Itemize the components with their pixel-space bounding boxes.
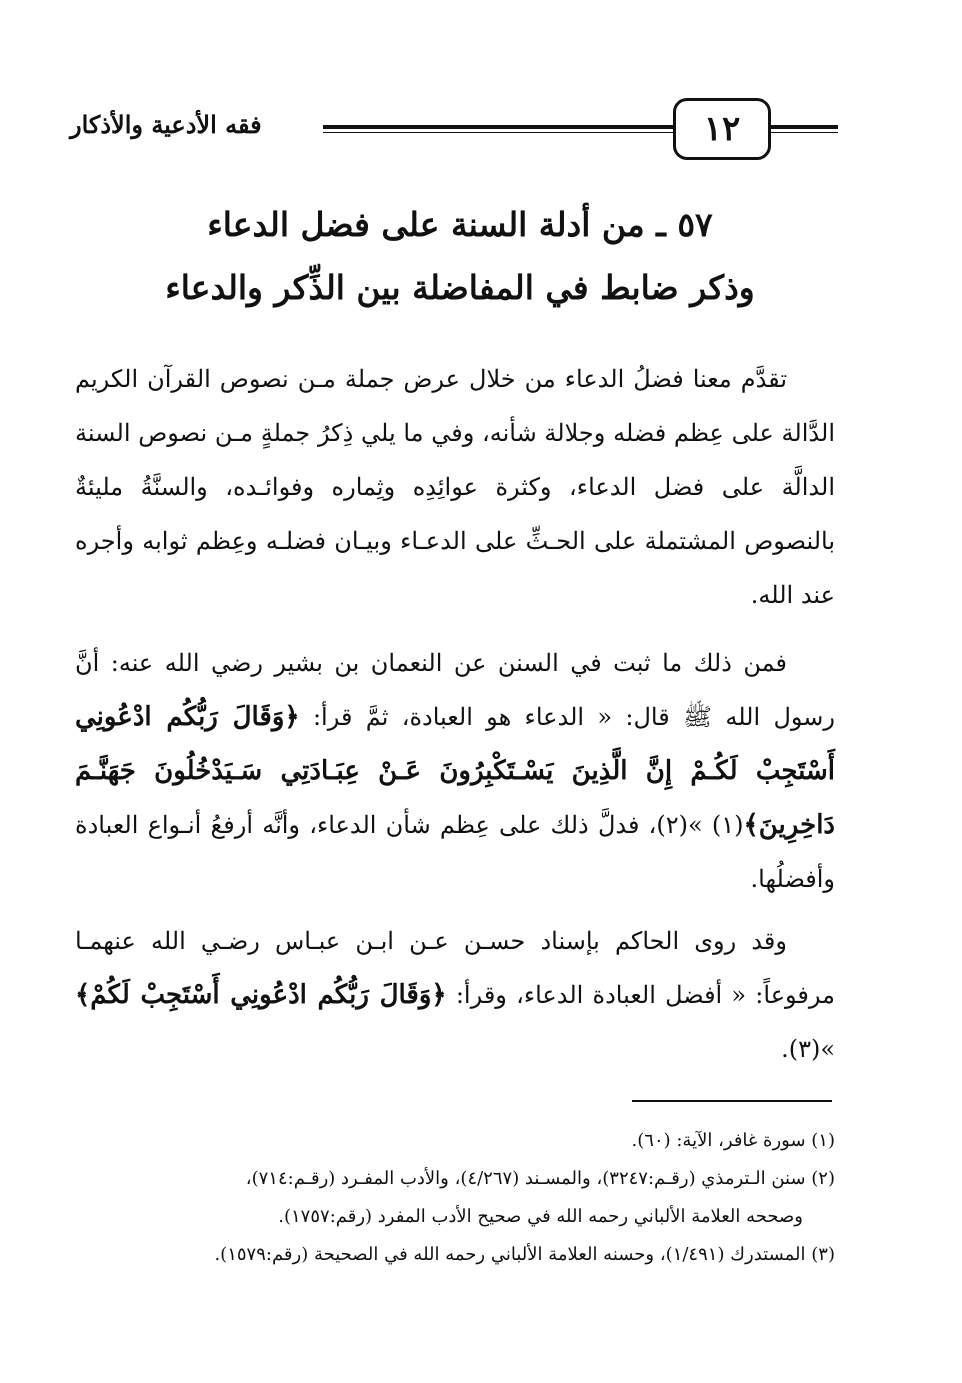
header-rule-right-thin xyxy=(768,132,838,133)
section-title-line1: ٥٧ ـ من أدلة السنة على فضل الدعاء xyxy=(207,205,713,244)
paragraph-3-text-b: »(٣). xyxy=(781,1035,835,1063)
book-title: فقه الأدعية والأذكار xyxy=(70,110,262,139)
footnote-1: (١) سورة غافر، الآية: (٦٠). xyxy=(631,1130,835,1151)
paragraph-2-text-b: (١) »(٢)، فدلَّ ذلك على عِظم شأن الدعاء، وأنَّه أرفعُ أنـواع العبادة وأفضلُها. xyxy=(75,811,835,893)
page-header xyxy=(70,98,840,156)
footnotes xyxy=(75,1122,835,1274)
footnote-2: (٢) سنن الـترمذي (رقـم:٣٢٤٧)، والمسـند (٤/٢٦٧)، والأدب المفـرد (رقـم:٧١٤)، xyxy=(245,1168,835,1189)
paragraph-1-text: تقدَّم معنا فضلُ الدعاء من خلال عرض جملة مـن نصوص القرآن الكريم الدَّالة على عِظم فضله وجلالة شأنه، وفي ما يلي ذِكرُ جملةٍ مـن نصوص السنة الدالَّة على فضل الدعاء، وكثرة عوائِدِه وثِماره وفوائـده، والسنَّةُ مليئةٌ بالنصوص المشتملة على الحـثِّ على الدعـاء وبيـان فضلـه وعِظم ثوابه وأجره عند الله. xyxy=(75,365,835,609)
paragraph-3 xyxy=(75,914,835,1076)
footnote-2-continued: وصححه العلامة الألباني رحمه الله في صحيح الأدب المفرد (رقم:١٧٥٧). xyxy=(278,1206,803,1227)
paragraph-2 xyxy=(75,636,835,906)
section-title-line2: وذكر ضابط في المفاضلة بين الذِّكر والدعاء xyxy=(165,268,755,307)
footnote-separator xyxy=(632,1100,832,1102)
paragraph-3-text-a: وقد روى الحاكم بإسناد حسـن عـن ابـن عبـاس رضـي الله عنهمـا مرفوعاً: « أفضل العبادة الدعاء، وقرأ: xyxy=(75,927,835,1009)
paragraph-2-text-a: فمن ذلك ما ثبت في السنن عن النعمان بن بشير رضي الله عنه: أنَّ رسول الله ﷺ قال: « الدعاء هو العبادة، ثمَّ قرأ: xyxy=(75,649,835,731)
quran-verse-2: ﴿وَقَالَ رَبُّكُم ادْعُونِي أَسْتَجِبْ لَكُمْ﴾ xyxy=(75,980,447,1010)
header-rule-right xyxy=(768,125,838,129)
footnote-3: (٣) المستدرك (١/٤٩١)، وحسنه العلامة الألباني رحمه الله في الصحيحة (رقم:١٥٧٩). xyxy=(214,1244,835,1265)
quran-verse-1: ﴿وَقَالَ رَبُّكُم ادْعُونِي أَسْتَجِبْ لَكُـمْ إِنَّ الَّذِينَ يَسْـتَكْبِرُونَ عَـنْ عِبَـادَتِي سَـيَدْخُلُونَ جَهَنَّـمَ دَاخِرِينَ﴾ xyxy=(75,702,835,840)
page-number: ١٢ xyxy=(673,98,771,160)
paragraph-1 xyxy=(75,352,835,622)
